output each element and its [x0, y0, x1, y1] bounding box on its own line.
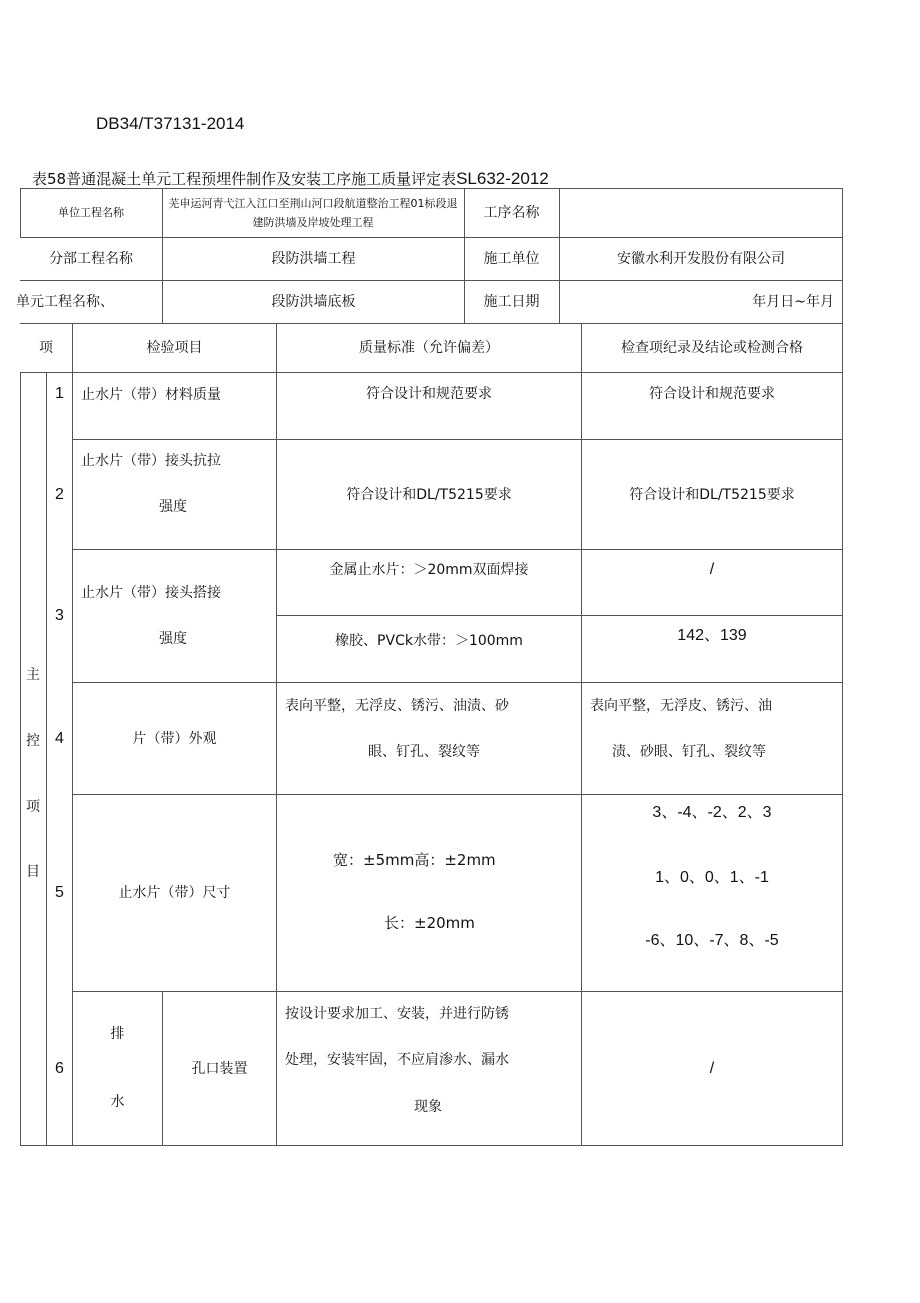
standard-code: DB34/T37131-2014 — [96, 114, 245, 133]
row-1-standard: 符合设计和规范要求 — [366, 386, 492, 402]
row-3-item-line: 强度 — [159, 631, 187, 647]
caption-code: SL632-2012 — [456, 169, 549, 188]
col-quality-standard: 质量标准（允许偏差） — [359, 339, 499, 356]
table-caption — [32, 168, 549, 189]
row-6-standard-line: 现象 — [414, 1099, 442, 1115]
col-inspection-item: 检验项目 — [146, 339, 203, 356]
caption-prefix: 表58普通混凝土单元工程预埋件制作及安装工序施工质量评定表 — [32, 170, 457, 188]
row-4-record — [582, 683, 842, 794]
row-5-record-line: 3、-4、-2、2、3 — [652, 804, 772, 821]
row-number: 6 — [55, 1059, 64, 1077]
row-4-item: 片（带）外观 — [132, 730, 217, 747]
row-2-standard: 符合设计和DL/T5215要求 — [346, 486, 512, 503]
row-1-item: 止水片（带）材料质量 — [81, 387, 221, 403]
row-number: 1 — [55, 385, 64, 402]
main-control-char: 目 — [26, 864, 40, 880]
row-4-record-line: 渍、砂眼、钉孔、裂纹等 — [612, 744, 766, 760]
row-6-standard-line: 按设计要求加工、安装，并进行防锈 — [285, 1006, 509, 1022]
row-5-standard-line: 长：±20mm — [384, 914, 475, 932]
row-2-item-line: 强度 — [159, 499, 187, 515]
process-name-label: 工序名称 — [483, 204, 540, 221]
main-control-char: 主 — [26, 667, 40, 683]
element-label: 单元工程名称、 — [16, 293, 114, 310]
row-3-item — [73, 550, 276, 682]
row-2-record: 符合设计和DL/T5215要求 — [629, 486, 795, 503]
row-3-sub-1-standard: 金属止水片：＞20mm双面焊接 — [329, 562, 529, 578]
row-number: 5 — [55, 884, 64, 901]
contractor-label: 施工单位 — [483, 250, 540, 267]
main-control-char: 控 — [26, 733, 40, 749]
row-4-record-line: 表向平整，无浮皮、锈污、油 — [590, 698, 772, 714]
row-5-record-line: 1、0、0、1、-1 — [655, 869, 769, 886]
main-control-char: 项 — [26, 799, 40, 815]
contractor-value: 安徽水利开发股份有限公司 — [617, 250, 785, 267]
row-2-item-line: 止水片（带）接头抗拉 — [81, 453, 221, 469]
col-item: 项 — [39, 339, 53, 356]
sub-project-label: 分部工程名称 — [49, 250, 133, 267]
row-3-sub-2-standard: 橡胶、PVCk水带：＞100mm — [335, 633, 523, 649]
row-6-item: 孔口装置 — [191, 1060, 248, 1077]
row-3-sub-1-record: / — [709, 561, 715, 578]
row-4-standard — [277, 683, 581, 794]
row-number: 2 — [55, 485, 64, 503]
row-3-item-line: 止水片（带）接头搭接 — [81, 585, 221, 601]
row-5-item: 止水片（带）尺寸 — [118, 885, 231, 901]
row-3-sub-2-record: 142、139 — [677, 627, 747, 644]
row-2-item — [73, 440, 276, 549]
unit-project-label: 单位工程名称 — [58, 206, 124, 219]
row-number: 3 — [55, 607, 64, 624]
row-6-record: / — [709, 1059, 715, 1077]
sub-project-value: 段防洪墙工程 — [271, 250, 356, 267]
row-5-record-line: -6、10、-7、8、-5 — [645, 932, 779, 949]
row-4-standard-line: 眼、钉孔、裂纹等 — [368, 744, 480, 760]
date-value: 年月日~年月 — [752, 293, 834, 310]
row-6-category — [73, 992, 162, 1145]
process-name-value — [560, 188, 842, 237]
unit-project-value: 芜申运河青弋江入江口至荆山河口段航道整治工程01标段退建防洪墙及岸坡处理工程 — [168, 197, 458, 229]
row-6-standard-line: 处理，安装牢固，不应肩渗水、漏水 — [285, 1052, 509, 1068]
row-5-standard — [277, 795, 581, 991]
main-control-label — [20, 660, 46, 890]
row-5-record — [582, 795, 842, 991]
row-5-standard-line: 宽：±5mm高：±2mm — [333, 851, 496, 869]
row-4-standard-line: 表向平整，无浮皮、锈污、油渍、砂 — [285, 698, 509, 714]
row-6-category-char: 水 — [110, 1094, 125, 1110]
row-6-standard — [277, 992, 581, 1145]
row-6-category-char: 排 — [110, 1026, 125, 1042]
row-1-record: 符合设计和规范要求 — [649, 386, 775, 402]
col-record: 检查项纪录及结论或检测合格 — [621, 339, 803, 356]
element-value: 段防洪墙底板 — [271, 293, 356, 310]
row-number: 4 — [55, 729, 64, 747]
date-label: 施工日期 — [483, 293, 540, 310]
